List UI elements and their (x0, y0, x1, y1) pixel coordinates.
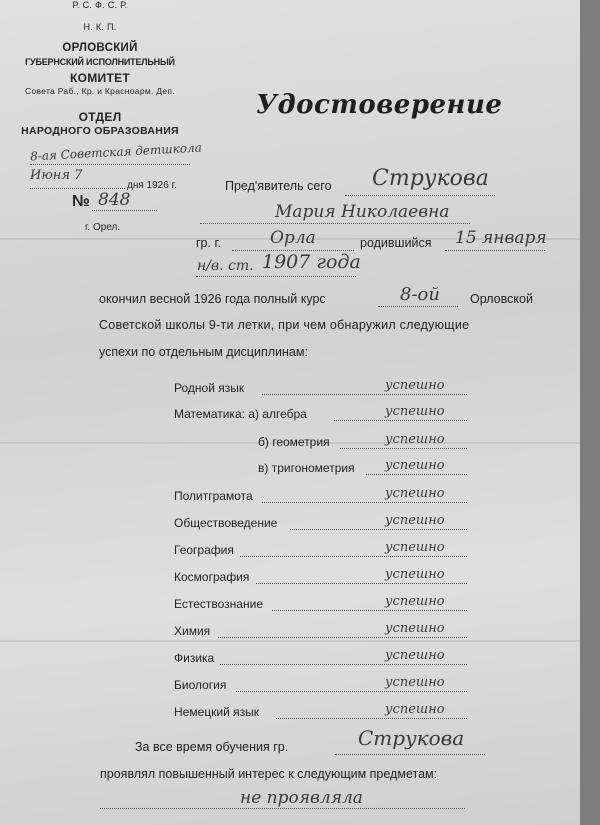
subject-line (240, 556, 467, 557)
city-label: гр. г. (196, 236, 221, 250)
number-line (92, 210, 157, 211)
school-line (30, 164, 190, 165)
body-line1b: Орловской (470, 292, 533, 306)
subject-name: Космография (174, 570, 250, 584)
year-prefix: н/в. ст. (197, 258, 254, 274)
header-komitet: КОМИТЕТ (69, 71, 131, 85)
subject-line (366, 474, 467, 475)
subject-grade: успешно (385, 540, 445, 555)
subject-name: Обществоведение (174, 516, 278, 530)
footer-line1: За все время обучения гр. (135, 740, 289, 754)
subject-grade: успешно (385, 702, 445, 717)
header-narodnogo: НАРОДНОГО ОБРАЗОВАНИЯ (21, 125, 179, 137)
subject-grade: успешно (385, 594, 445, 609)
body-line1a: окончил весной 1926 года полный курс (99, 292, 326, 306)
subject-line (276, 718, 467, 719)
subject-name: Немецкий язык (174, 705, 260, 719)
footer-surname-line (335, 754, 485, 755)
footer-handwritten: не проявляла (240, 788, 363, 808)
course-line (378, 306, 458, 307)
subject-grade: успешно (385, 404, 445, 419)
course-handwritten: 8-ой (400, 284, 440, 305)
born-date: 15 января (455, 228, 547, 248)
bearer-city: Орла (270, 228, 316, 248)
body-line2: Советской школы 9-ти летки, при чем обнаружил следующие (99, 318, 470, 332)
subject-name: Математика: а) алгебра (174, 407, 307, 421)
bearer-label: Пред'явитель сего (225, 179, 332, 193)
subject-line (262, 502, 467, 503)
bearer-surname: Струкова (372, 166, 489, 191)
paper-fold (0, 640, 580, 642)
school-handwritten: 8-ая Советская детшкола (29, 140, 203, 164)
subject-line (236, 691, 467, 692)
subject-grade: успешно (385, 675, 445, 690)
number-handwritten: 848 (98, 190, 131, 210)
born-label: родившийся (360, 236, 432, 250)
subject-grade: успешно (385, 513, 445, 528)
subject-grade: успешно (385, 567, 445, 582)
subject-name: Физика (174, 651, 215, 665)
subject-grade: успешно (385, 486, 445, 501)
footer-line2: проявлял повышенный интерес к следующим предметам: (100, 767, 438, 781)
year-line (196, 276, 356, 277)
subject-name: Химия (174, 624, 211, 638)
header-otdel: ОТДЕЛ (78, 110, 122, 124)
header-orlovsky: ОРЛОВСКИЙ (62, 42, 138, 54)
subject-line (218, 637, 467, 638)
subject-grade: успешно (385, 378, 445, 393)
footer-surname: Струкова (358, 726, 465, 750)
surname-line (345, 195, 495, 196)
body-line3: успехи по отдельным дисциплинам: (99, 345, 308, 359)
subject-name: Политграмота (174, 489, 253, 503)
header-rsfsr: Р. С. Ф. С. Р. (72, 0, 128, 10)
subject-line (272, 610, 467, 611)
subject-grade: успешно (385, 648, 445, 663)
bearer-name: Мария Николаевна (275, 202, 450, 222)
subject-name: в) тригонометрия (258, 461, 355, 475)
subject-grade: успешно (385, 432, 445, 447)
name-line (200, 223, 470, 224)
subject-line (340, 448, 467, 449)
subject-line (256, 583, 467, 584)
header-soveta: Совета Раб., Кр. и Красноарм. Деп. (25, 86, 175, 96)
number-label: № (72, 193, 90, 210)
subject-name: Родной язык (174, 381, 245, 395)
date-handwritten: Июня 7 (30, 168, 83, 183)
subject-name: Естествознание (174, 597, 263, 611)
subject-grade: успешно (385, 621, 445, 636)
subject-name: б) геометрия (258, 435, 330, 449)
birth-year: 1907 года (262, 251, 361, 273)
date-printed: дня 1926 г. (127, 180, 177, 191)
header-gubernsky: ГУБЕРНСКИЙ ИСПОЛНИТЕЛЬНЫЙ (25, 57, 175, 67)
document-title: Удостоверение (256, 90, 503, 120)
subject-line (290, 529, 467, 530)
header-nkp: Н. К. П. (83, 22, 117, 32)
subject-grade: успешно (385, 458, 445, 473)
date-line (30, 188, 125, 189)
footer-line (100, 808, 465, 809)
subject-name: География (174, 543, 234, 557)
subject-name: Биология (174, 678, 227, 692)
born-line (445, 250, 545, 251)
subject-line (334, 420, 467, 421)
subject-line (262, 394, 467, 395)
city-printed: г. Орел. (85, 222, 121, 233)
subject-line (220, 664, 467, 665)
